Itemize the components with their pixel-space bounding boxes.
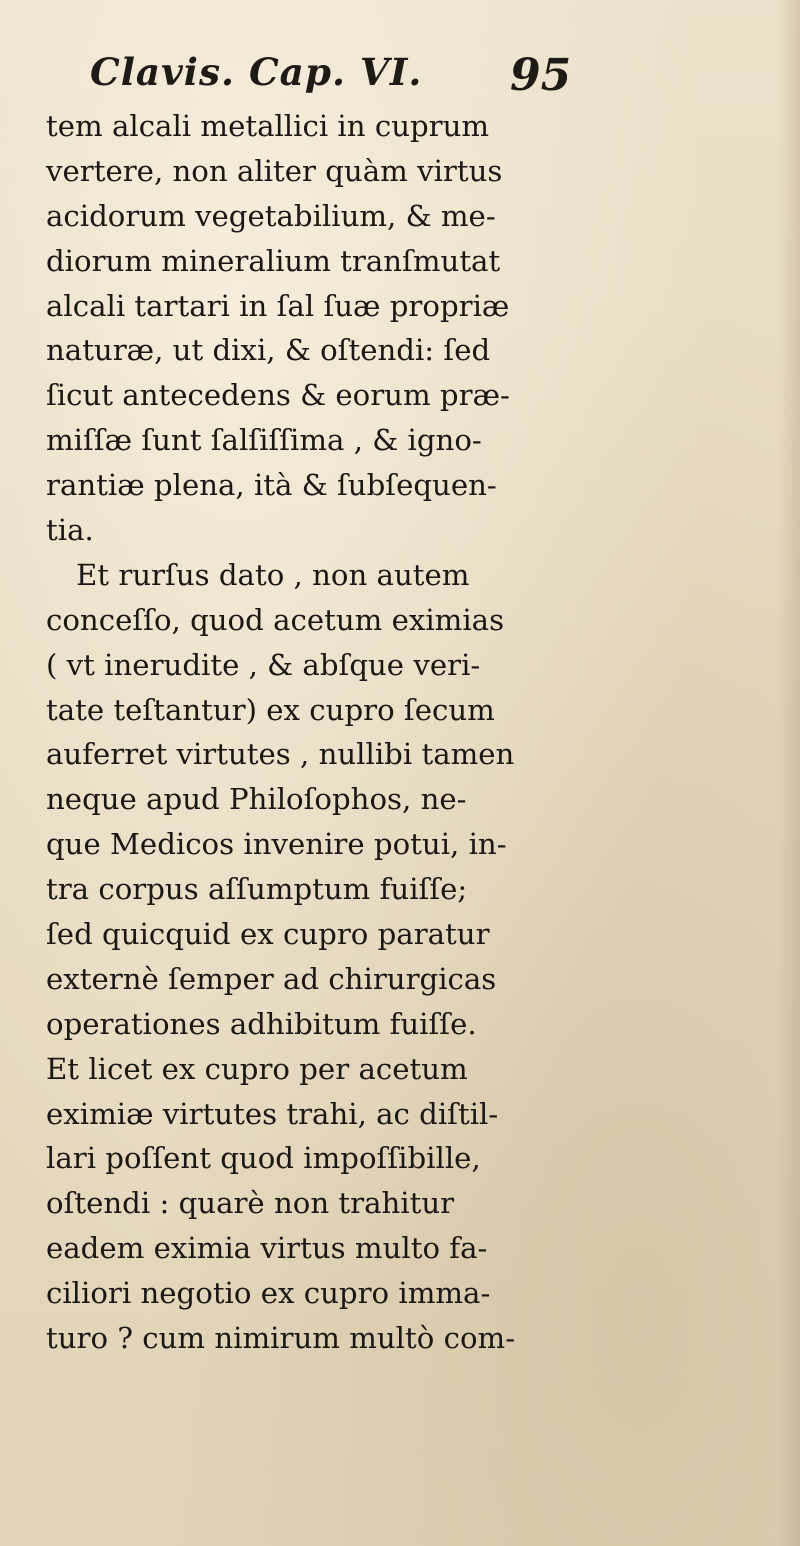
text-line: Et licet ex cupro per acetum — [46, 1051, 468, 1086]
text-line: rantiæ plena, ità & ſubſequen- — [46, 468, 497, 503]
text-line: ſicut antecedens & eorum præ- — [46, 378, 510, 413]
text-line: tia. — [46, 513, 94, 548]
text-line: tra corpus aſſumptum fuiſſe; — [46, 872, 468, 907]
text-line: tem alcali metallici in cuprum — [46, 109, 490, 143]
text-line: auferret virtutes , nullibi tamen — [46, 737, 515, 772]
running-title: Clavis. Cap. VI. — [90, 50, 423, 94]
text-line: conceſſo, quod acetum eximias — [46, 602, 505, 637]
body-text — [46, 104, 606, 1361]
text-line: tate teſtantur) ex cupro ſecum — [46, 692, 495, 727]
text-line: ſed quicquid ex cupro paratur — [46, 917, 490, 952]
text-line: Et rurſus dato , non autem — [76, 557, 470, 592]
text-line: vertere, non aliter quàm virtus — [46, 153, 503, 188]
text-line: que Medicos invenire potui, in- — [46, 827, 507, 862]
page-number: 95 — [510, 50, 572, 101]
text-line: externè ſemper ad chirurgicas — [46, 961, 497, 996]
text-line: oſtendi : quarè non trahitur — [46, 1186, 455, 1221]
text-line: miſſæ ſunt ſalſiſſima , & igno- — [46, 423, 482, 458]
page-header — [90, 50, 580, 110]
text-line: eximiæ virtutes trahi, ac diſtil- — [46, 1096, 499, 1131]
text-line: alcali tartari in ſal ſuæ propriæ — [46, 288, 510, 323]
text-line: neque apud Philoſophos, ne- — [46, 782, 467, 817]
text-line: acidorum vegetabilium, & me- — [46, 198, 496, 233]
text-line: diorum mineralium tranſmutat — [46, 243, 501, 278]
text-line: ( vt inerudite , & abſque veri- — [46, 647, 481, 682]
text-line: eadem eximia virtus multo fa- — [46, 1231, 488, 1266]
text-line: ciliori negotio ex cupro imma- — [46, 1276, 491, 1311]
text-line: operationes adhibitum fuiſſe. — [46, 1006, 477, 1041]
text-line: naturæ, ut dixi, & oſtendi: ſed — [46, 333, 491, 368]
text-line: turo ? cum nimirum multò com- — [46, 1321, 516, 1356]
text-line: lari poſſent quod impoſſibille, — [46, 1141, 481, 1176]
